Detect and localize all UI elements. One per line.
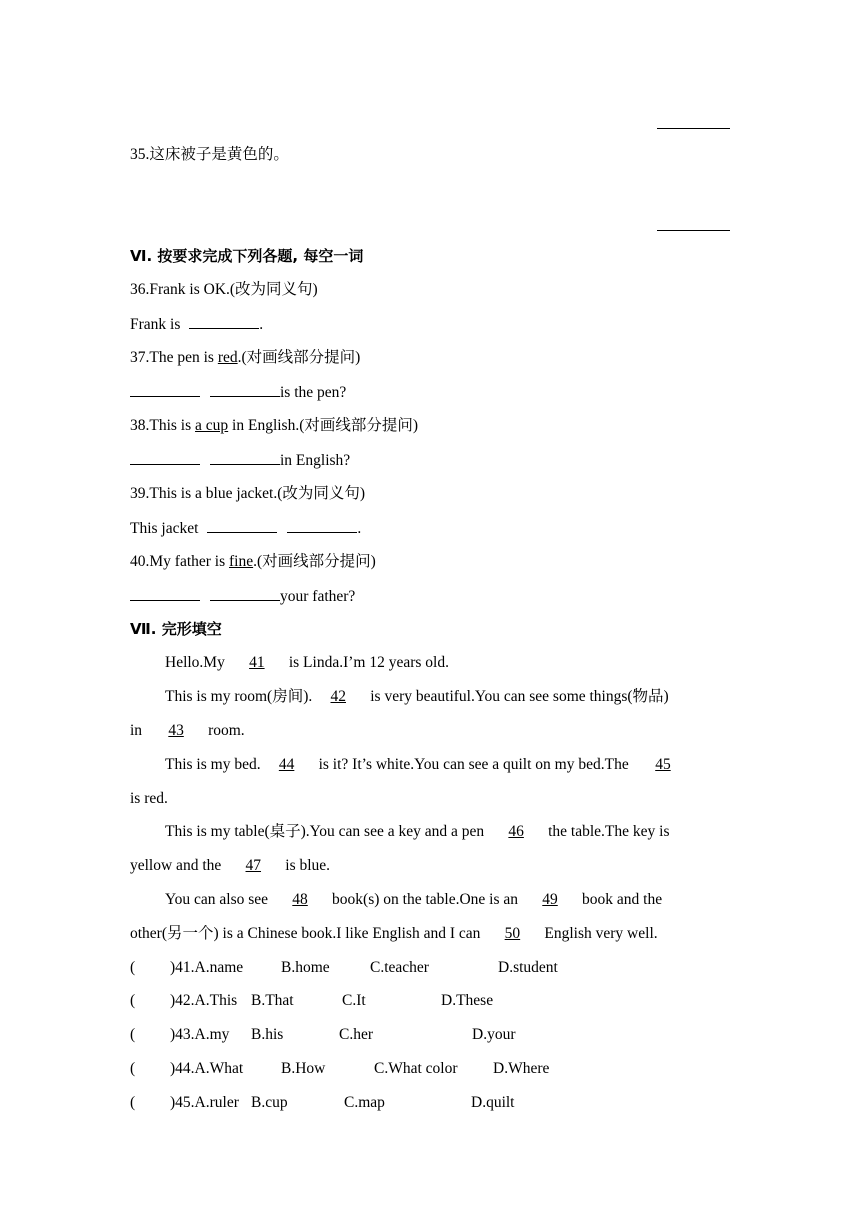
answer-36-suffix: . xyxy=(259,316,264,333)
option-d: D.your xyxy=(472,1026,516,1043)
cloze-text: This is my table(桌子).You can see a key and a pen xyxy=(165,823,485,840)
cloze-text: is it? It’s white.You can see a quilt on my bed.The xyxy=(318,756,629,773)
option-c: C.teacher xyxy=(370,959,429,976)
blank-36[interactable] xyxy=(189,314,259,329)
blank-37a[interactable] xyxy=(130,382,200,397)
cloze-text: other(另一个) is a Chinese book.I like English and I can xyxy=(130,925,481,942)
cloze-paragraph-5-line-1 xyxy=(165,890,662,910)
cloze-paragraph-1 xyxy=(165,653,449,673)
cloze-blank-48[interactable]: 48 xyxy=(292,891,308,908)
cloze-blank-45[interactable]: 45 xyxy=(655,756,671,773)
answer-line-35[interactable] xyxy=(657,230,730,231)
cloze-text: You can also see xyxy=(165,891,269,908)
underlined-word-37: red xyxy=(217,349,238,366)
cloze-text: yellow and the xyxy=(130,857,222,874)
cloze-blank-44[interactable]: 44 xyxy=(278,756,295,773)
cloze-paragraph-2-line-2 xyxy=(130,721,245,741)
cloze-blank-41[interactable]: 41 xyxy=(249,654,265,671)
option-b: B.home xyxy=(281,959,330,976)
answer-38 xyxy=(130,450,350,471)
question-37 xyxy=(130,348,360,368)
cloze-text: book and the xyxy=(582,891,663,908)
question-38-instruction: in English.(对画线部分提问) xyxy=(228,417,419,434)
option-b: B.That xyxy=(251,992,294,1009)
cloze-text: This is my room(房间). xyxy=(165,688,313,705)
cloze-paragraph-3-line-1 xyxy=(165,755,671,775)
answer-40-suffix: your father? xyxy=(280,588,356,605)
option-c: C.map xyxy=(344,1094,385,1111)
blank-38a[interactable] xyxy=(130,450,200,465)
answer-36-prefix: Frank is xyxy=(130,316,181,333)
option-d: D.student xyxy=(498,959,558,976)
answer-paren[interactable]: ( xyxy=(130,1060,136,1077)
cloze-blank-50[interactable]: 50 xyxy=(504,925,521,942)
answer-paren[interactable]: ( xyxy=(130,992,136,1009)
option-b: B.How xyxy=(281,1060,326,1077)
cloze-paragraph-3-line-2: is red. xyxy=(130,790,168,807)
option-d: D.quilt xyxy=(471,1094,515,1111)
answer-paren[interactable]: ( xyxy=(130,1026,136,1043)
cloze-blank-46[interactable]: 46 xyxy=(508,823,524,840)
cloze-blank-49[interactable]: 49 xyxy=(542,891,558,908)
question-37-text: 37.The pen is xyxy=(130,349,218,366)
answer-paren[interactable]: ( xyxy=(130,1094,136,1111)
cloze-paragraph-4-line-1 xyxy=(165,822,670,842)
cloze-blank-47[interactable]: 47 xyxy=(245,857,262,874)
option-c: C.her xyxy=(339,1026,374,1043)
blank-40a[interactable] xyxy=(130,586,200,601)
question-37-instruction: .(对画线部分提问) xyxy=(237,349,361,366)
option-a: )45.A.ruler xyxy=(170,1094,239,1111)
option-b: B.cup xyxy=(251,1094,288,1111)
blank-37b[interactable] xyxy=(210,382,280,397)
cloze-text: Hello.My xyxy=(165,654,225,671)
cloze-text: the table.The key is xyxy=(548,823,670,840)
option-a: )43.A.my xyxy=(170,1026,230,1043)
cloze-text: room. xyxy=(208,722,245,739)
cloze-paragraph-5-line-2 xyxy=(130,924,658,944)
blank-40b[interactable] xyxy=(210,586,280,601)
answer-39-prefix: This jacket xyxy=(130,520,199,537)
question-40 xyxy=(130,552,376,572)
question-40-text: 40.My father is xyxy=(130,553,230,570)
question-38 xyxy=(130,416,418,436)
cloze-text: is blue. xyxy=(285,857,331,874)
option-d: D.Where xyxy=(493,1060,550,1077)
answer-36 xyxy=(130,314,263,335)
option-a: )44.A.What xyxy=(170,1060,244,1077)
option-c: C.What color xyxy=(374,1060,458,1077)
answer-line-34[interactable] xyxy=(657,128,730,129)
answer-37 xyxy=(130,382,346,403)
underlined-word-38: a cup xyxy=(195,417,229,434)
question-36: 36.Frank is OK.(改为同义句) xyxy=(130,281,318,298)
answer-38-suffix: in English? xyxy=(280,452,351,469)
question-38-text: 38.This is xyxy=(130,417,196,434)
question-39: 39.This is a blue jacket.(改为同义句) xyxy=(130,485,366,502)
cloze-text: in xyxy=(130,722,143,739)
section-7-title: Ⅶ. 完形填空 xyxy=(130,620,222,638)
blank-39a[interactable] xyxy=(207,518,277,533)
underlined-word-40: fine xyxy=(229,553,254,570)
answer-40 xyxy=(130,586,355,607)
cloze-text: is very beautiful.You can see some things(物品) xyxy=(370,688,669,705)
cloze-blank-43[interactable]: 43 xyxy=(168,722,184,739)
section-6-title: Ⅵ. 按要求完成下列各题, 每空一词 xyxy=(130,247,364,265)
cloze-text: book(s) on the table.One is an xyxy=(332,891,519,908)
option-a: )42.A.This xyxy=(170,992,238,1009)
question-35: 35.这床被子是黄色的。 xyxy=(130,146,289,163)
option-d: D.These xyxy=(441,992,494,1009)
cloze-text: is Linda.I’m 12 years old. xyxy=(288,654,449,671)
answer-37-suffix: is the pen? xyxy=(280,384,347,401)
answer-39 xyxy=(130,518,361,539)
answer-39-suffix: . xyxy=(357,520,362,537)
answer-paren[interactable]: ( xyxy=(130,959,136,976)
cloze-text: This is my bed. xyxy=(165,756,261,773)
cloze-paragraph-4-line-2 xyxy=(130,856,330,876)
blank-38b[interactable] xyxy=(210,450,280,465)
option-b: B.his xyxy=(251,1026,284,1043)
cloze-paragraph-2-line-1 xyxy=(165,687,669,707)
cloze-text: English very well. xyxy=(544,925,658,942)
cloze-blank-42[interactable]: 42 xyxy=(330,688,346,705)
option-a: )41.A.name xyxy=(170,959,244,976)
option-c: C.It xyxy=(342,992,366,1009)
blank-39b[interactable] xyxy=(287,518,357,533)
question-40-instruction: .(对画线部分提问) xyxy=(253,553,376,570)
